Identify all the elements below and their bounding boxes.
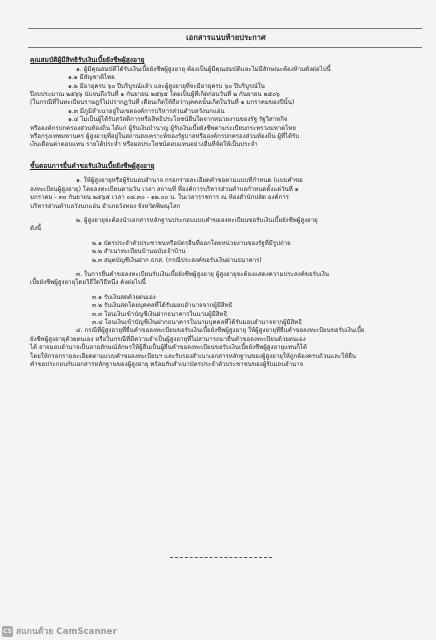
procedure-step-line: ยังชีพผู้สูงอายุด้วยตนเอง หรือในกรณีที่มีความจำเป็นผู้สูงอายุที่ไม่สามารถมายื่นคำขอลงทะเบียนด้วยตนเอง <box>30 335 306 343</box>
procedure-step-line: ดังนี้ <box>30 225 42 233</box>
procedure-step-line: ๑. ให้ผู้สูงอายุหรือผู้รับมอบอำนาจ กรอกรายละเอียดคำขอตามแบบที่กำหนด (แบบคำขอ <box>76 177 303 185</box>
payment-method-item: ๓.๔ โอนเงินเข้าบัญชีเงินฝากธนาคารในนามบุคคลที่ได้รับมอบอำนาจจากผู้มีสิทธิ <box>92 318 303 326</box>
document-body <box>30 34 422 369</box>
end-of-document-line <box>170 557 272 558</box>
top-rule <box>28 28 422 29</box>
watermark-text: สแกนด้วย CamScanner <box>16 627 117 637</box>
qualification-item: ๑.๒ มีอายุครบ ๖๐ ปีบริบูรณ์แล้ว และผู้สูงอายุที่จะมีอายุครบ ๖๐ ปีบริบูรณ์ใน <box>68 82 265 90</box>
procedure-step-line: ๔. กรณีที่ผู้สูงอายุที่ยื่นคำขอลงทะเบียนขอรับเงินเบี้ยยังชีพผู้สูงอายุ ให้ผู้สูงอายุที่ยื่นคำขอลงทะเบียนขอรับเงินเบี้ย <box>76 327 365 335</box>
procedure-step-line: ๓. ในการยื่นคำขอลงทะเบียนรับเงินเบี้ยยังชีพผู้สูงอายุ ผู้สูงอายุจะต้องแสดงความประสงค์ขอรับเงิน <box>76 270 329 278</box>
procedure-step-line: คำขอประกอบกับเอกสารหลักฐานของผู้สูงอายุ พร้อมกับสำเนาบัตรประจำตัวประชาชนของผู้รับมอบอำนาจ <box>30 361 304 368</box>
qualification-line: (ในกรณีที่ในทะเบียนราษฎร์ไม่ปรากฏวันที่ เดือนเกิดให้ถือว่าบุคคลนั้นเกิดในวันที่ ๑ มกราคมของปีนั้น) <box>30 99 295 107</box>
qualification-line: เงินเดือนค่าตอบแทน รายได้ประจำ หรือผลประโยชน์ตอบแทนอย่างอื่นที่จัดให้เป็นประจำ <box>30 141 258 149</box>
procedure-step-line: เบี้ยยังชีพผู้สูงอายุโดยวิธีใดวิธีหนึ่ง ดังต่อไปนี้ <box>30 279 146 287</box>
camscanner-watermark <box>2 624 117 638</box>
qualification-line: ปีงบประมาณ ๒๕๖๖ นับจนถึงวันที่ ๑ กันยายน ๒๕๖๕ โดยเป็นผู้ที่เกิดก่อนวันที่ ๒ กันยายน ๒๕๐๖ <box>30 91 280 99</box>
procedure-step-line: มกราคม - ๓๐ กันยายน ๒๕๖๕ เวลา ๐๘.๓๐ - ๑๒.๐๐ น. ในเวลาราชการ ณ ห้องสำนักปลัด องค์การ <box>30 194 289 202</box>
procedure-step-line: ได้ อาจมอบอำนาจเป็นลายลักษณ์อักษรให้ผู้อื่นเป็นผู้ยื่นคำขอลงทะเบียนขอรับเงินเบี้ยยังชีพผู้สูงอายุแทนก็ได้ <box>30 344 307 352</box>
qualification-line: หรือกรุงเทพมหานคร ผู้สูงอายุที่อยู่ในสถานสงเคราะห์ของรัฐบาลหรือองค์กรปกครองส่วนท้องถิ่น ผู้ที่ได้รับ <box>30 133 300 141</box>
document-title: เอกสารแนบท้ายประกาศ <box>186 33 266 42</box>
qualification-item: ๑.๔ ไม่เป็นผู้ได้รับสวัสดิการหรือสิทธิประโยชน์อื่นใดจากหน่วยงานของรัฐ รัฐวิสาหกิจ <box>68 116 288 124</box>
document-requirement-item: ๒.๒ สำเนาทะเบียนบ้านฉบับเจ้าบ้าน <box>92 248 186 256</box>
procedure-step-line: ๒. ผู้สูงอายุจะต้องนำเอกสารหลักฐานประกอบแบบคำขอลงทะเบียนขอรับเงินเบี้ยยังชีพผู้สูงอายุ <box>76 216 318 224</box>
qualification-item: ๑.๓ มีภูมิลำเนาอยู่ในเขตองค์การบริหารส่วนตำบลวังนกแอ่น <box>68 107 225 115</box>
procedure-step-line: โดยให้กรอกรายละเอียดตามแบบคำขอลงทะเบียนฯ และรับรองสำเนาเอกสารหลักฐานของผู้สูงอายุให้ถูกต้องครบถ้วนและให้ยื่น <box>30 352 356 360</box>
document-requirement-item: ๒.๑ บัตรประจำตัวประชาชนหรือบัตรอื่นที่ออกโดยหน่วยงานของรัฐที่มีรูปถ่าย <box>92 239 291 247</box>
qualifications-intro: ๑. ผู้มีคุณสมบัติได้รับเงินเบี้ยยังชีพผู้สูงอายุ ต้องเป็นผู้มีคุณสมบัติและไม่มีลักษณะต้องห้ามดังต่อไปนี้ <box>76 65 331 73</box>
camscanner-logo-icon: CS <box>3 627 12 635</box>
qualification-item: ๑.๑ มีสัญชาติไทย <box>68 74 115 82</box>
section-procedure-heading: ขั้นตอนการยื่นคำขอรับเงินเบี้ยยังชีพผู้สูงอายุ <box>30 161 155 170</box>
payment-method-item: ๓.๒ รับเงินสดโดยบุคคลที่ได้รับมอบอำนาจจากผู้มีสิทธิ <box>92 302 233 310</box>
payment-method-item: ๓.๑ รับเงินสดด้วยตนเอง <box>92 293 156 301</box>
section-qualifications-heading: คุณสมบัติผู้มีสิทธิรับเงินเบี้ยยังชีพผู้สูงอายุ <box>30 56 145 65</box>
procedure-step-line: ลงทะเบียนผู้สูงอายุ) โดยลงทะเบียนตามวัน เวลา สถานที่ ที่องค์การบริหารส่วนตำบลกำหนดตั้งแต่วันที่ ๑ <box>30 185 299 193</box>
document-requirement-item: ๒.๓ สมุดบัญชีเงินฝาก ธกส. (กรณีประสงค์ขอรับเงินผ่านธนาคาร) <box>92 256 262 264</box>
procedure-step-line: บริหารส่วนตำบลวังนกแอ่น อำเภอวังทอง จังหวัดพิษณุโลก <box>30 202 181 210</box>
qualification-line: หรือองค์กรปกครองส่วนท้องถิ่น ได้แก่ ผู้รับเงินบำนาญ ผู้รับเงินเบี้ยยังชีพตามระเบียบกระทรวงมหาดไทย <box>30 124 296 132</box>
payment-method-item: ๓.๓ โอนเงินเข้าบัญชีเงินฝากธนาคารในนามผู้มีสิทธิ <box>92 310 228 318</box>
